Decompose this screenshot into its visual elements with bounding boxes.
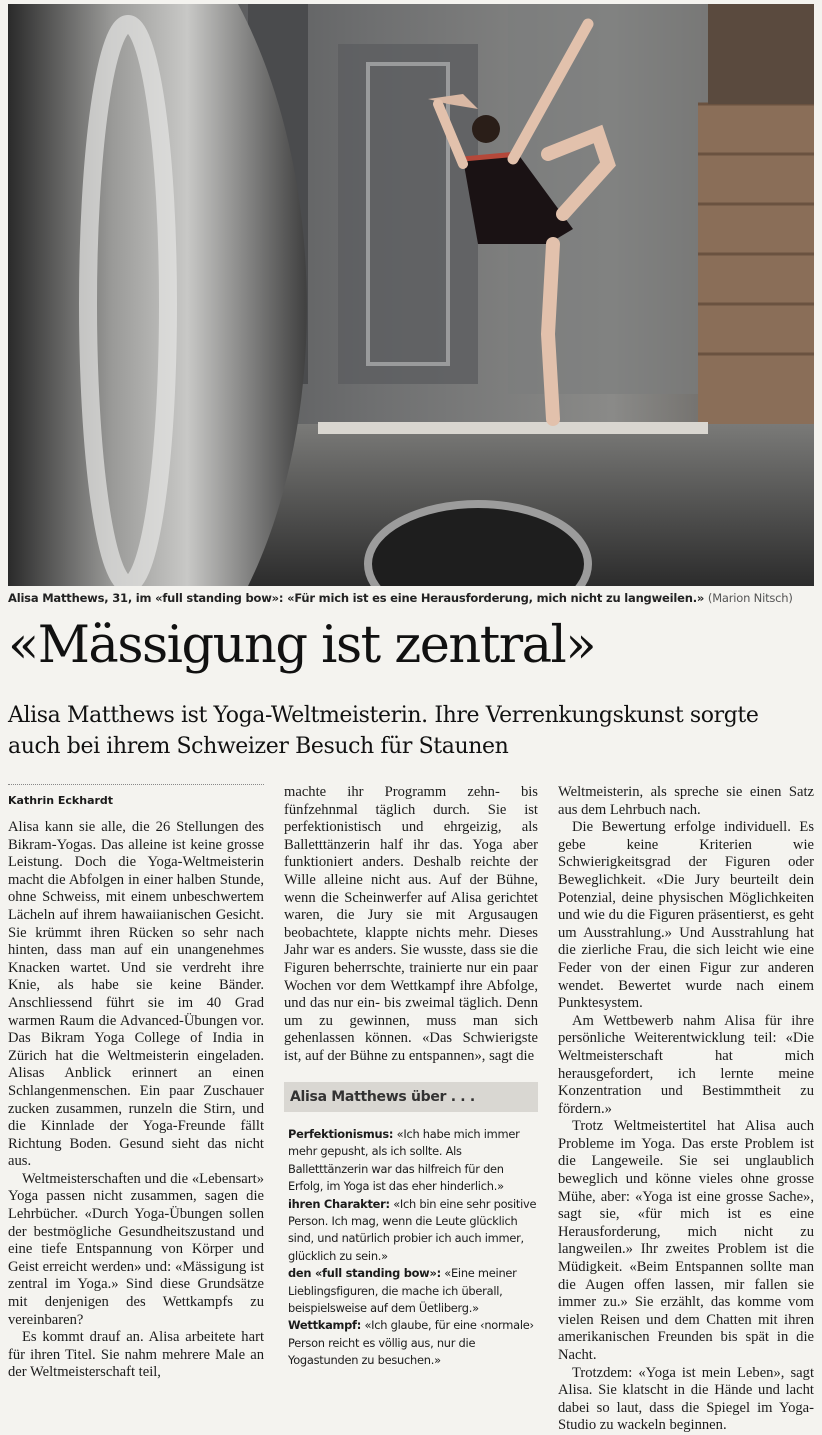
quote-sidebar: [284, 1082, 538, 1370]
author-byline: Kathrin Eckhardt: [8, 784, 264, 809]
paragraph: Weltmeisterin, als spreche sie einen Satz aus dem Lehrbuch nach.: [558, 784, 814, 818]
paragraph: Trotzdem: «Yoga ist mein Leben», sagt Alisa. Sie klatscht in die Hände und lacht dabei so laut, dass die Spiegel im Yoga-Studio zu wackeln beginnen.: [558, 1364, 814, 1434]
photo-credit: (Marion Nitsch): [707, 591, 793, 605]
article-column-3: [558, 784, 814, 1435]
headline: «Mässigung ist zentral»: [8, 616, 596, 675]
subheadline: Alisa Matthews ist Yoga-Weltmeisterin. Ihre Verrenkungskunst sorgte auch bei ihrem Schweizer Besuch für Staunen: [8, 703, 759, 759]
article-column-2: [284, 784, 538, 1066]
sidebar-item-label: Perfektionismus:: [288, 1127, 394, 1141]
sidebar-item-label: ihren Charakter:: [288, 1196, 390, 1211]
sidebar-item: [288, 1126, 538, 1196]
sidebar-item-label: Wettkampf:: [288, 1318, 362, 1333]
sidebar-item-text: «Ich habe mich immer mehr gepusht, als ich sollte. Als Balletttänzerin war das hilfreich für den Erfolg, im Yoga ist das eher hinderlich.»: [288, 1127, 520, 1194]
article-photo: [8, 4, 814, 586]
sidebar-item-label: den «full standing bow»:: [288, 1266, 441, 1281]
paragraph: Trotz Weltmeistertitel hat Alisa auch Probleme im Yoga. Das erste Problem ist die Langeweile. Sie sei unglaublich beweglich und könne vieles ohne grosse Mühe, aber: «Yoga ist eine grosse Sache», sagt sie, «für mich ist es eine Herausforderung, mich nicht zu langweilen.» Ihr zweites Problem ist die Müdigkeit. «Beim Entspannen sollte man die Augen offen lassen, mir fallen sie immer zu.» Sie erzählt, das komme vom vielen Reisen und dem Chatten mit ihren amerikanischen Freunden bis spät in die Nacht.: [558, 1118, 814, 1363]
paragraph: Weltmeisterschaften und die «Lebensart» Yoga passen nicht zusammen, sagen die Lehrbücher. «Durch Yoga-Übungen sollen der bestmögliche Gesundheitszustand und eine tiefe Entspannung von Körper und Geist erreicht werden» und: «Mässigung ist zentral im Yoga.» Sind diese Grundsätze mit denjenigen des Wettkampfs zu vereinbaren?: [8, 1170, 264, 1328]
sidebar-body: [284, 1112, 538, 1370]
sidebar-item: [288, 1317, 538, 1369]
sidebar-item: [288, 1265, 538, 1317]
caption-text: Alisa Matthews, 31, im «full standing bow»: «Für mich ist es eine Herausforderung, mich nicht zu langweilen.»: [8, 591, 705, 605]
paragraph: Die Bewertung erfolge individuell. Es gebe keine Kriterien wie Schwierigkeitsgrad der Figuren oder Beweglichkeit. «Die Jury beurteilt dein Potenzial, deine physischen Möglichkeiten und wie du die Figuren präsentierst, es geht um Ausstrahlung.» Und Ausstrahlung hat die zierliche Frau, die sich leicht wie eine Feder von der einen Figur zur anderen wendet. Bewertet wurde nach einem Punktesystem.: [558, 819, 814, 1012]
paragraph: Am Wettbewerb nahm Alisa für ihre persönliche Weiterentwicklung teil: «Die Weltmeisterschaft hat mich herausgefordert, ich lernte meine Konzentration und Bestimmtheit zu fördern.»: [558, 1012, 814, 1117]
yoga-pose-photo: [8, 4, 814, 586]
sidebar-item: [288, 1196, 538, 1266]
article-column-1: [8, 784, 264, 1382]
photo-caption: [8, 590, 814, 606]
sidebar-item-text: «Eine meiner Lieblingsfiguren, die mache ich überall, beispielsweise auf dem Üetliberg.»: [288, 1266, 517, 1316]
sidebar-title: Alisa Matthews über . . .: [284, 1082, 538, 1112]
paragraph: Es kommt drauf an. Alisa arbeitete hart für ihren Titel. Sie nahm mehrere Male an der Weltmeisterschaft teil,: [8, 1329, 264, 1381]
sidebar-item-text: «Ich glaube, für eine ‹normale› Person reicht es völlig aus, nur die Yogastunden zu besuchen.»: [288, 1318, 534, 1368]
paragraph: Alisa kann sie alle, die 26 Stellungen des Bikram-Yogas. Das alleine ist keine grosse Leistung. Doch die Yoga-Weltmeisterin macht die Abfolgen in einer halben Stunde, ohne Schweiss, mit einem unbeschwertem Lächeln auf ihrem hawaiianischen Gesicht. Sie krümmt ihren Rücken so sehr nach hinten, dass man auf ein unangenehmes Knacken wartet. Und sie verdreht ihre Knie, als habe sie keine Bänder. Anschliessend führt sie im 40 Grad warmen Raum die Advanced-Übungen vor. Das Bikram Yoga College of India in Zürich hat die Weltmeisterin eingeladen. Alisas Anblick erinnert an einen Schlangenmenschen. Ein paar Zuschauer zucken zusammen, runzeln die Stirn, und die Kinnlade der Yoga-Freunde fällt Richtung Boden. Gesund sieht das nicht aus.: [8, 819, 264, 1170]
paragraph: machte ihr Programm zehn- bis fünfzehnmal täglich durch. Sie ist perfektionistisch und ehrgeizig, als Balletttänzerin half ihr das. Yoga aber funktioniert anders. Deshalb reichte der Wille alleine nicht aus. Auf der Bühne, wenn die Scheinwerfer auf Alisa gerichtet waren, die Jury sie mit Argusaugen beobachtete, klappte nichts mehr. Dieses Jahr war es anders. Sie wusste, dass sie die Figuren beherrschte, trainierte nur ein paar Wochen vor dem Wettkampf ihre Abfolge, und das nur ein- bis zweimal täglich. Denn um zu gewinnen, muss man sich gehenlassen können. «Das Schwierigste ist, auf der Bühne zu entspannen», sagt die: [284, 784, 538, 1064]
sidebar-item-text: «Ich bin eine sehr positive Person. Ich mag, wenn die Leute glücklich sind, und natürlich probier ich auch immer, glücklich zu sein.»: [288, 1196, 537, 1263]
